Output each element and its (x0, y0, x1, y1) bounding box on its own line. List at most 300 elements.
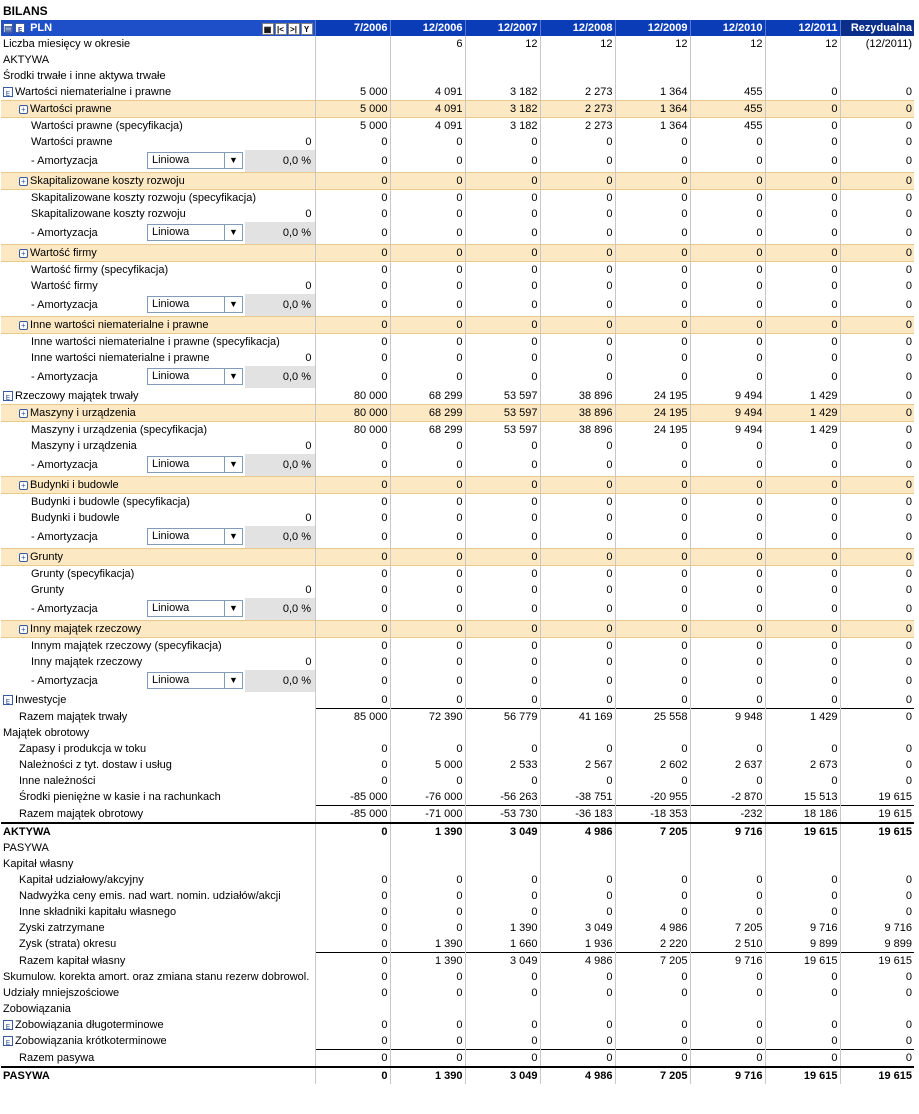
value-cell: 0 (315, 294, 390, 317)
value-cell: 0 (315, 985, 390, 1001)
value-cell: -56 263 (465, 789, 540, 806)
row-label: Budynki i budowle (31, 512, 120, 524)
value-cell: -53 730 (465, 806, 540, 824)
table-row (1, 806, 914, 824)
value-cell: -71 000 (390, 806, 465, 824)
value-cell: 80 000 (315, 405, 390, 422)
row-label-cell (1, 190, 315, 207)
value-cell: 0 (690, 904, 765, 920)
value-cell: 0 (840, 294, 914, 317)
row-label: Razem majątek trwały (19, 710, 128, 723)
table-row (1, 741, 914, 757)
row-label-cell (1, 68, 315, 84)
row-label-cell (1, 262, 315, 279)
value-cell: 53 597 (465, 388, 540, 405)
value-cell: 0 (690, 494, 765, 511)
row-label-cell (1, 566, 315, 583)
expand-icon[interactable]: + (19, 249, 28, 258)
value-cell: 0 (315, 888, 390, 904)
value-cell: 1 390 (465, 920, 540, 936)
amortization-method-select[interactable] (147, 456, 243, 473)
expand-icon[interactable]: + (19, 409, 28, 418)
value-cell (315, 725, 390, 741)
value-cell (465, 856, 540, 872)
value-cell: -18 353 (615, 806, 690, 824)
group-toggle-icon[interactable]: ᴇ (3, 1036, 13, 1046)
expand-icon[interactable]: + (19, 177, 28, 186)
value-cell (690, 840, 765, 856)
value-cell: 0 (765, 985, 840, 1001)
table-icon[interactable]: ▦ (262, 23, 274, 35)
value-cell: 0 (840, 438, 914, 454)
header-label-cell (1, 20, 315, 36)
value-cell: 0 (465, 494, 540, 511)
value-cell: 5 000 (315, 101, 390, 118)
table-row (1, 566, 914, 583)
value-cell: 0 (690, 566, 765, 583)
value-cell: 25 558 (615, 709, 690, 726)
filter-icon[interactable]: Y (301, 23, 313, 35)
collapse-icon[interactable]: ᴇ (15, 23, 25, 33)
value-cell: 0 (690, 190, 765, 207)
value-cell: 0 (315, 549, 390, 566)
value-cell: 0 (465, 1050, 540, 1068)
value-cell: 0 (840, 422, 914, 439)
value-cell: 0 (615, 872, 690, 888)
value-cell: 9 899 (840, 936, 914, 953)
value-cell: 0 (615, 670, 690, 692)
table-row (1, 36, 914, 52)
amortization-rate-field[interactable]: 0,0 % (245, 598, 315, 620)
balance-sheet-table (1, 20, 914, 1084)
value-cell (390, 840, 465, 856)
value-cell: 0 (465, 638, 540, 655)
value-cell: 0 (765, 741, 840, 757)
value-cell: 0 (840, 84, 914, 101)
value-cell (540, 856, 615, 872)
value-cell: 0 (315, 494, 390, 511)
value-cell: 0 (315, 566, 390, 583)
value-cell: 0 (315, 477, 390, 494)
value-cell: 0 (390, 317, 465, 334)
table-row (1, 872, 914, 888)
amortization-method-select[interactable] (147, 600, 243, 617)
group-toggle-icon[interactable]: ᴇ (3, 87, 13, 97)
table-row (1, 1033, 914, 1050)
value-cell: 0 (315, 670, 390, 692)
sheet-title: BILANS (3, 4, 48, 18)
table-row (1, 438, 914, 454)
table-row (1, 84, 914, 101)
value-cell (315, 1001, 390, 1017)
value-cell: 0 (840, 150, 914, 173)
value-cell: 0 (390, 438, 465, 454)
value-cell (615, 52, 690, 68)
row-label-cell (1, 245, 315, 262)
table-row (1, 206, 914, 222)
value-cell: 0 (615, 477, 690, 494)
value-cell (315, 68, 390, 84)
value-cell: 0 (765, 621, 840, 638)
value-cell: 0 (690, 294, 765, 317)
value-cell: 0 (315, 823, 390, 840)
table-row (1, 405, 914, 422)
value-cell: 0 (315, 1050, 390, 1068)
value-cell (315, 856, 390, 872)
row-label: - Amortyzacja (31, 531, 98, 543)
value-cell: 0 (465, 366, 540, 388)
table-row (1, 510, 914, 526)
value-cell: 0 (840, 526, 914, 549)
value-cell: 0 (690, 969, 765, 985)
table-row (1, 150, 914, 173)
value-cell: 0 (765, 1033, 840, 1050)
value-cell: 0 (615, 245, 690, 262)
value-cell (765, 725, 840, 741)
chevron-down-icon[interactable]: ▼ (224, 529, 242, 544)
value-cell: 0 (315, 741, 390, 757)
value-cell: -20 955 (615, 789, 690, 806)
value-cell: 9 716 (690, 1067, 765, 1084)
expand-icon[interactable]: + (19, 321, 28, 330)
value-cell: 2 273 (540, 118, 615, 135)
value-cell: 0 (315, 150, 390, 173)
value-cell: 0 (315, 438, 390, 454)
row-label: Inne wartości niematerialne i prawne (30, 319, 209, 331)
value-cell (840, 52, 914, 68)
value-cell (840, 856, 914, 872)
chevron-down-icon[interactable]: ▼ (224, 673, 242, 688)
chevron-down-icon[interactable]: ▼ (224, 153, 242, 168)
value-cell: 0 (465, 549, 540, 566)
amortization-rate-field[interactable]: 0,0 % (245, 454, 315, 476)
row-label-cell (1, 477, 315, 494)
value-cell: (12/2011) (840, 36, 914, 52)
value-cell: 0 (840, 549, 914, 566)
value-cell: 1 390 (390, 953, 465, 970)
value-cell: 0 (690, 334, 765, 351)
row-label-cell (1, 510, 315, 526)
expand-icon[interactable]: + (19, 481, 28, 490)
value-cell: 0 (690, 888, 765, 904)
value-cell: 0 (315, 598, 390, 621)
value-cell: 0 (390, 477, 465, 494)
value-cell (315, 52, 390, 68)
amortization-rate-field[interactable]: 0,0 % (245, 526, 315, 548)
table-row (1, 936, 914, 953)
value-cell: 2 220 (615, 936, 690, 953)
table-row (1, 654, 914, 670)
row-label-cell (1, 904, 315, 920)
row-label-cell (1, 134, 315, 150)
row-label-cell (1, 173, 315, 190)
amortization-method-select[interactable] (147, 672, 243, 689)
value-cell: 0 (690, 510, 765, 526)
value-cell: 0 (840, 477, 914, 494)
value-cell: 0 (840, 317, 914, 334)
value-cell (615, 856, 690, 872)
row-label: Zobowiązania (3, 1003, 71, 1015)
table-row (1, 670, 914, 692)
value-cell (690, 856, 765, 872)
table-row (1, 773, 914, 789)
value-cell: 0 (465, 670, 540, 692)
row-label: Skapitalizowane koszty rozwoju (specyfikacja) (31, 192, 256, 204)
chevron-down-icon[interactable]: ▼ (224, 369, 242, 384)
value-cell: 0 (765, 278, 840, 294)
row-label: Zobowiązania krótkoterminowe (15, 1035, 167, 1048)
value-cell (540, 725, 615, 741)
row-label-cell (1, 709, 315, 726)
expand-icon[interactable]: + (19, 105, 28, 114)
row-label-cell (1, 582, 315, 598)
chevron-down-icon[interactable]: ▼ (224, 297, 242, 312)
value-cell (465, 840, 540, 856)
value-cell: 2 533 (465, 757, 540, 773)
amortization-rate-field[interactable]: 0,0 % (245, 294, 315, 316)
amortization-rate-field[interactable]: 0,0 % (245, 222, 315, 244)
value-cell: 3 182 (465, 118, 540, 135)
expand-icon[interactable]: + (19, 553, 28, 562)
value-cell: 1 364 (615, 84, 690, 101)
row-label-cell (1, 1017, 315, 1033)
value-cell: 0 (390, 566, 465, 583)
value-cell: 0 (315, 510, 390, 526)
amortization-method-select[interactable] (147, 368, 243, 385)
value-cell: 0 (690, 872, 765, 888)
group-toggle-icon[interactable]: ᴇ (3, 1020, 13, 1030)
value-cell: 0 (765, 526, 840, 549)
value-cell: 0 (840, 334, 914, 351)
value-cell: 0 (615, 206, 690, 222)
value-cell: 0 (840, 582, 914, 598)
row-label-cell (1, 206, 315, 222)
value-cell: 0 (540, 1017, 615, 1033)
value-cell: 19 615 (765, 953, 840, 970)
value-cell: 0 (540, 654, 615, 670)
row-label-cell (1, 405, 315, 422)
value-cell: 0 (690, 206, 765, 222)
amortization-rate-field[interactable]: 0,0 % (245, 366, 315, 388)
amortization-method-select[interactable] (147, 152, 243, 169)
value-cell: -76 000 (390, 789, 465, 806)
value-cell (690, 52, 765, 68)
value-cell: 0 (390, 190, 465, 207)
value-cell: 0 (390, 222, 465, 245)
value-cell: 0 (540, 245, 615, 262)
value-cell: 0 (315, 757, 390, 773)
table-row (1, 1050, 914, 1068)
amortization-rate-field[interactable]: 0,0 % (245, 670, 315, 692)
value-cell: 0 (540, 549, 615, 566)
prev-icon[interactable]: |< (275, 23, 287, 35)
value-cell: 0 (765, 366, 840, 388)
value-cell: 0 (390, 278, 465, 294)
value-cell: 0 (390, 692, 465, 709)
table-row (1, 904, 914, 920)
value-cell: 0 (690, 150, 765, 173)
value-cell: 0 (315, 526, 390, 549)
value-cell: 0 (765, 638, 840, 655)
value-cell: 0 (465, 1033, 540, 1050)
row-label: AKTYWA (3, 54, 50, 66)
value-cell: 4 091 (390, 101, 465, 118)
value-cell: 0 (765, 350, 840, 366)
value-cell: 0 (465, 692, 540, 709)
value-cell: 0 (390, 741, 465, 757)
value-cell: 0 (315, 936, 390, 953)
value-cell: 0 (390, 985, 465, 1001)
value-cell: 0 (465, 510, 540, 526)
table-row (1, 454, 914, 477)
value-cell: 0 (465, 888, 540, 904)
value-cell: 0 (765, 150, 840, 173)
value-cell: 0 (840, 245, 914, 262)
row-label-cell (1, 789, 315, 806)
value-cell: 0 (540, 510, 615, 526)
group-toggle-icon[interactable]: ᴇ (3, 695, 13, 705)
value-cell: 0 (615, 985, 690, 1001)
value-cell: 0 (390, 969, 465, 985)
row-label: Budynki i budowle (specyfikacja) (31, 496, 190, 508)
row-label: Majątek obrotowy (3, 727, 90, 739)
row-label: Razem kapitał własny (19, 954, 126, 967)
value-cell: 0 (390, 1033, 465, 1050)
chevron-down-icon[interactable]: ▼ (224, 457, 242, 472)
value-cell: 0 (840, 773, 914, 789)
chevron-down-icon[interactable]: ▼ (224, 225, 242, 240)
value-cell: 0 (390, 206, 465, 222)
value-cell (465, 725, 540, 741)
value-cell (765, 68, 840, 84)
value-cell (465, 68, 540, 84)
value-cell: -38 751 (540, 789, 615, 806)
value-cell: 0 (840, 692, 914, 709)
value-cell: 0 (540, 872, 615, 888)
column-header: 12/2008 (540, 20, 615, 36)
value-cell: 0 (690, 654, 765, 670)
value-cell: 0 (315, 134, 390, 150)
value-cell: 0 (390, 334, 465, 351)
value-cell (840, 1001, 914, 1017)
value-cell: 0 (540, 526, 615, 549)
value-cell: 0 (690, 262, 765, 279)
value-cell: 38 896 (540, 405, 615, 422)
group-toggle-icon[interactable]: ᴇ (3, 391, 13, 401)
value-cell: 0 (690, 741, 765, 757)
value-cell: 4 986 (540, 953, 615, 970)
value-cell: 0 (690, 366, 765, 388)
value-cell: 9 716 (840, 920, 914, 936)
value-cell: 0 (840, 405, 914, 422)
value-cell: 0 (840, 366, 914, 388)
value-cell: 1 390 (390, 936, 465, 953)
value-cell: 2 673 (765, 757, 840, 773)
value-cell: 0 (540, 317, 615, 334)
value-cell: 7 205 (615, 1067, 690, 1084)
row-label: Inne wartości niematerialne i prawne (specyfikacja) (31, 336, 280, 348)
chevron-down-icon[interactable]: ▼ (224, 601, 242, 616)
value-cell: 4 986 (540, 1067, 615, 1084)
value-cell: 0 (840, 173, 914, 190)
value-cell: 5 000 (315, 118, 390, 135)
value-cell: 0 (540, 294, 615, 317)
expand-icon[interactable]: + (19, 625, 28, 634)
value-cell: 0 (690, 638, 765, 655)
row-label-cell (1, 36, 315, 52)
row-label: Inny majątek rzeczowy (31, 656, 143, 668)
value-cell: 4 091 (390, 118, 465, 135)
value-cell: 4 986 (615, 920, 690, 936)
amortization-method-select[interactable] (147, 528, 243, 545)
value-cell: 0 (540, 262, 615, 279)
row-label: Środki trwałe i inne aktywa trwałe (3, 70, 166, 82)
value-cell: 4 091 (390, 84, 465, 101)
value-cell: 0 (465, 317, 540, 334)
row-label-cell (1, 654, 315, 670)
value-cell: 0 (465, 526, 540, 549)
value-cell: 2 510 (690, 936, 765, 953)
value-cell: 0 (390, 350, 465, 366)
value-cell: 0 (540, 670, 615, 692)
value-cell: 0 (840, 566, 914, 583)
value-cell: 0 (540, 985, 615, 1001)
value-cell: 0 (465, 598, 540, 621)
value-cell: 0 (840, 741, 914, 757)
table-row (1, 101, 914, 118)
value-cell: 0 (615, 150, 690, 173)
value-cell: 0 (465, 350, 540, 366)
row-label: Skumulow. korekta amort. oraz zmiana stanu rezerw dobrowol. (3, 971, 310, 983)
value-cell: 0 (540, 334, 615, 351)
row-label-cell (1, 888, 315, 904)
value-cell: 0 (615, 1050, 690, 1068)
value-cell: 0 (765, 510, 840, 526)
value-cell: 0 (615, 350, 690, 366)
row-label-cell (1, 670, 315, 692)
value-cell: 455 (690, 101, 765, 118)
value-cell: 68 299 (390, 388, 465, 405)
table-row (1, 1017, 914, 1033)
value-cell: 0 (315, 317, 390, 334)
amortization-method-value: Liniowa (152, 298, 190, 310)
value-cell: 0 (615, 582, 690, 598)
row-label-cell (1, 84, 315, 101)
value-cell: 0 (540, 494, 615, 511)
value-cell: 0 (690, 692, 765, 709)
value-cell (765, 1001, 840, 1017)
next-icon[interactable]: >| (288, 23, 300, 35)
value-cell: 0 (315, 190, 390, 207)
value-cell: 0 (765, 888, 840, 904)
value-cell: 0 (540, 773, 615, 789)
amortization-method-select[interactable] (147, 296, 243, 313)
row-label: Kapitał własny (3, 858, 74, 870)
row-label-cell (1, 101, 315, 118)
value-cell (465, 52, 540, 68)
row-label: Zyski zatrzymane (19, 922, 105, 934)
value-cell: 56 779 (465, 709, 540, 726)
value-cell: 24 195 (615, 388, 690, 405)
amortization-rate-field[interactable]: 0,0 % (245, 150, 315, 172)
row-label-cell (1, 840, 315, 856)
column-header: 12/2011 (765, 20, 840, 36)
row-label: Razem pasywa (19, 1051, 95, 1064)
expand-all-icon[interactable]: ▤ (4, 24, 13, 35)
row-label: PASYWA (3, 1070, 50, 1082)
amortization-method-select[interactable] (147, 224, 243, 241)
row-label-cell (1, 757, 315, 773)
